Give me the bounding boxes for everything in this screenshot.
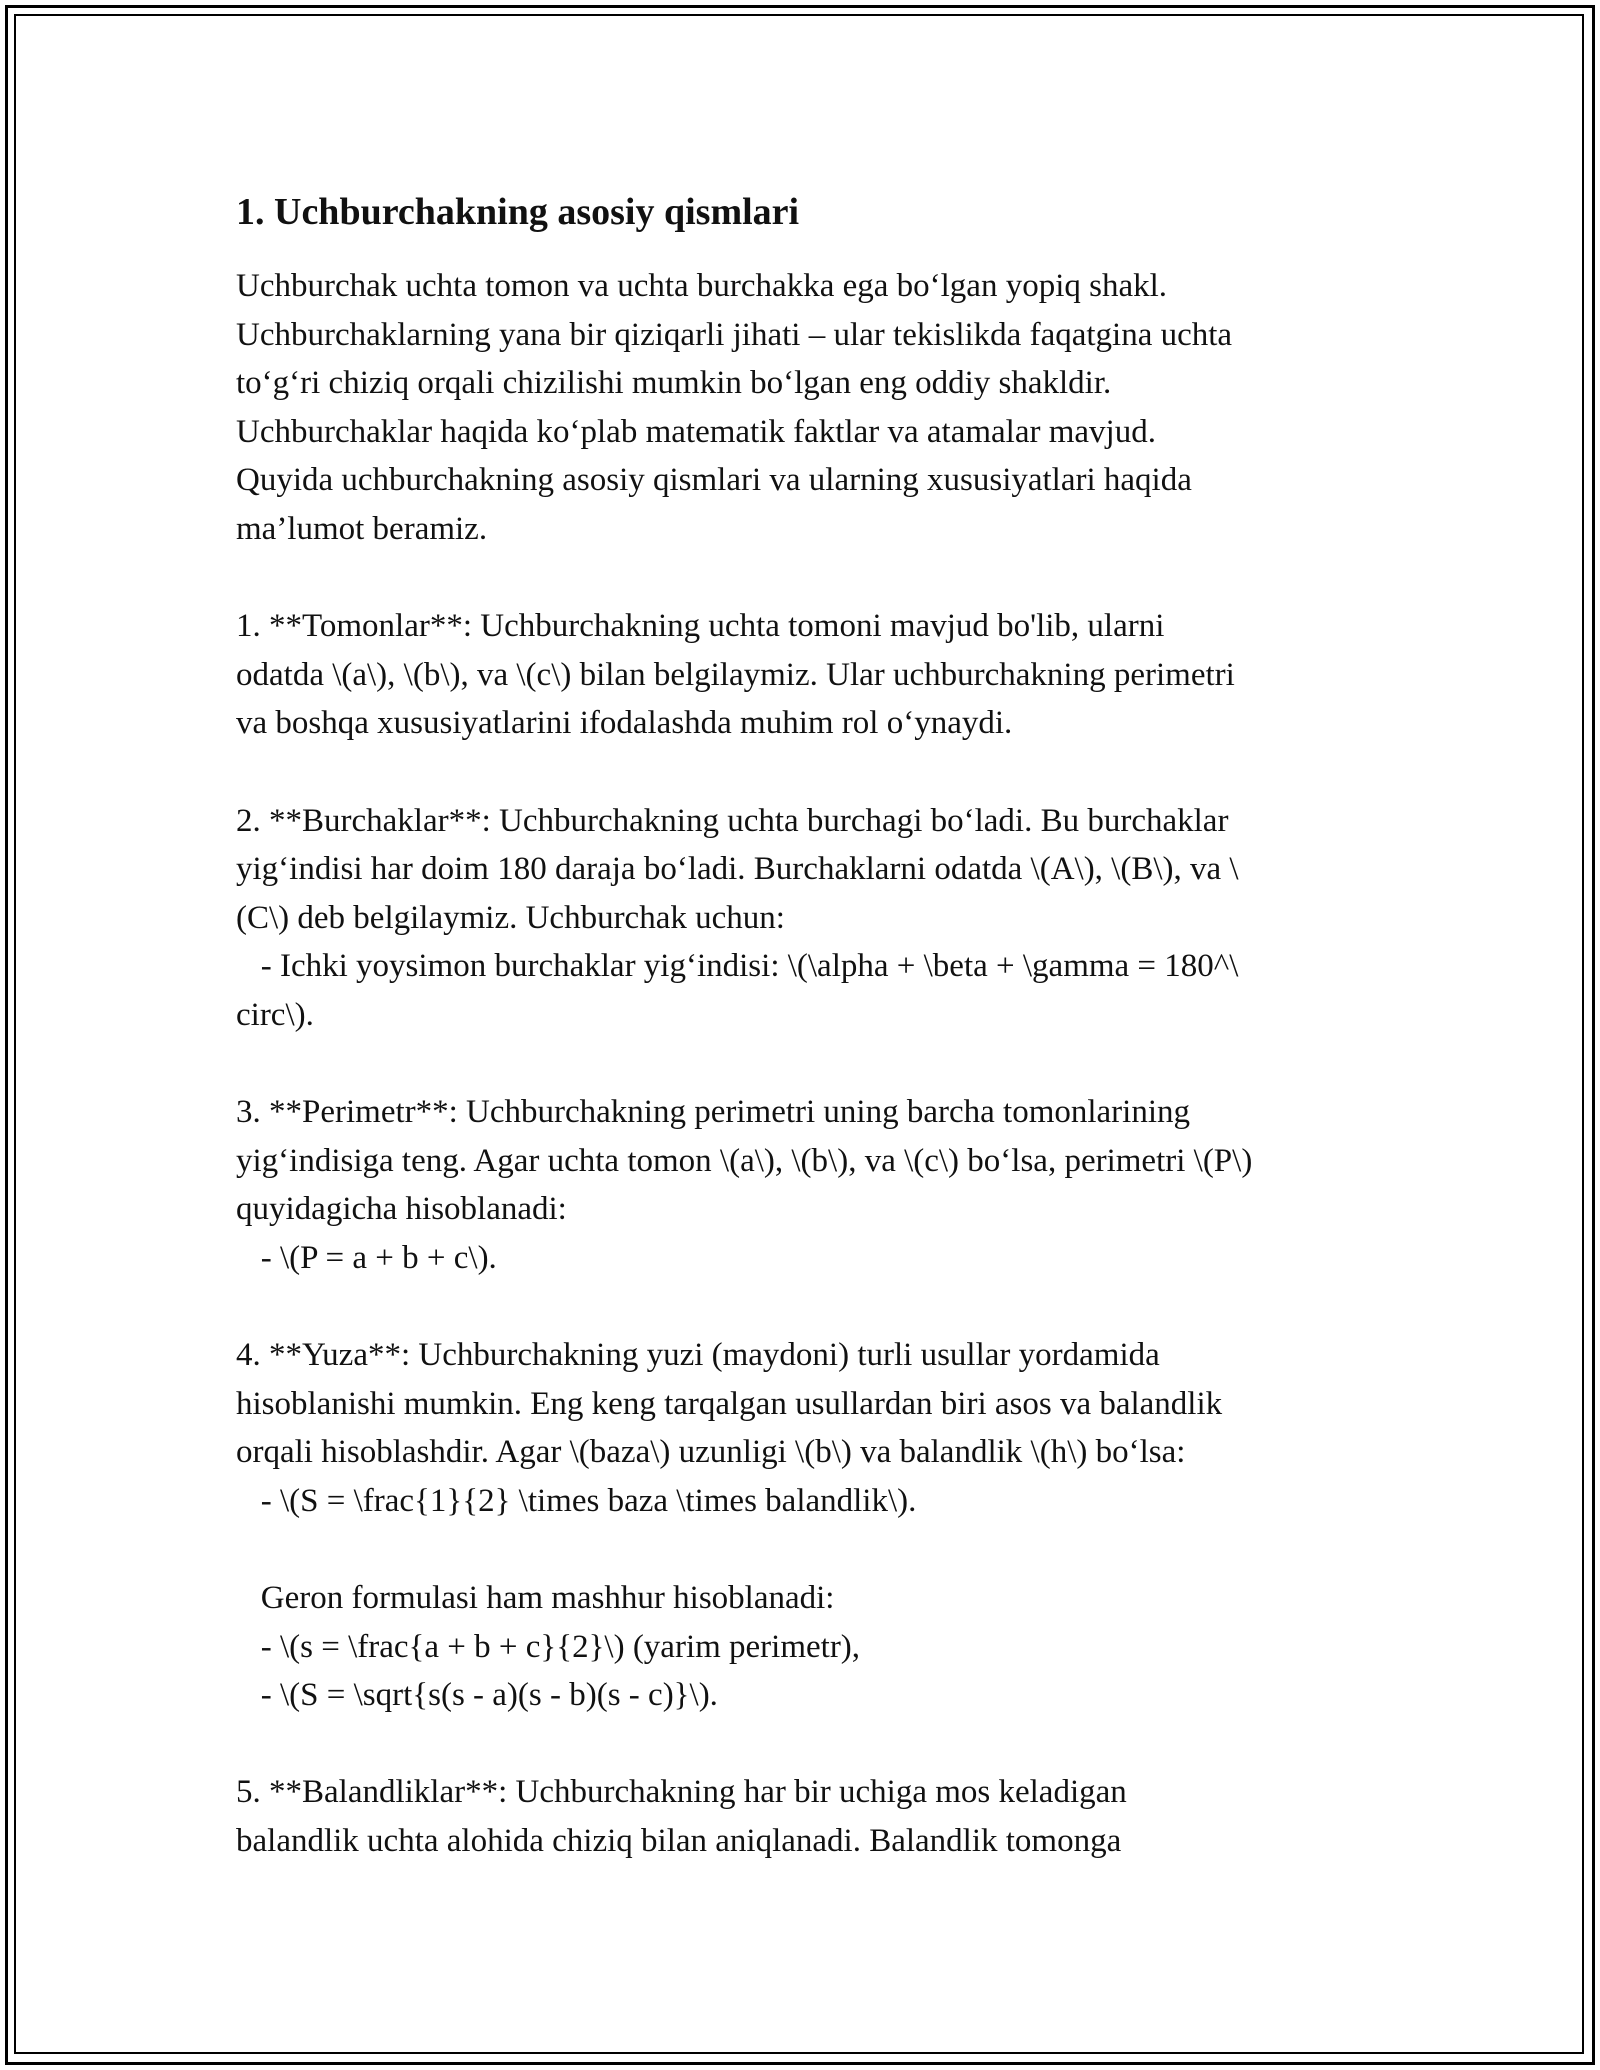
list-item-perimetr [236, 1088, 1396, 1282]
text-line: quyidagicha hisoblanadi: [236, 1191, 567, 1228]
text-line: - \(S = \frac{1}{2} \times baza \times balandlik\). [236, 1482, 917, 1519]
list-item-yuza [236, 1331, 1396, 1720]
text-line: orqali hisoblashdir. Agar \(baza\) uzunligi \(b\) va balandlik \(h\) bo‘lsa: [236, 1434, 1186, 1471]
paragraph-spacer [236, 1282, 1396, 1331]
section-heading: 1. Uchburchakning asosiy qismlari [236, 191, 800, 233]
text-line: - \(s = \frac{a + b + c}{2}\) (yarim perimetr), [236, 1628, 861, 1665]
paragraph-spacer [236, 748, 1396, 797]
paragraph-spacer [236, 1525, 1396, 1574]
text-line: Geron formulasi ham mashhur hisoblanadi: [236, 1580, 835, 1617]
text-line: - \(S = \sqrt{s(s - a)(s - b)(s - c)}\). [236, 1677, 718, 1714]
text-line: yig‘indisi har doim 180 daraja bo‘ladi. Burchaklarni odatda \(A\), \(B\), va \ [236, 851, 1239, 888]
text-line: Uchburchaklar haqida ko‘plab matematik faktlar va atamalar mavjud. [236, 413, 1156, 450]
text-line: Quyida uchburchakning asosiy qismlari va ularning xususiyatlari haqida [236, 462, 1192, 499]
text-line: yig‘indisiga teng. Agar uchta tomon \(a\), \(b\), va \(c\) bo‘lsa, perimetri \(P\) [236, 1142, 1253, 1179]
document-body [236, 188, 1396, 1866]
text-line: hisoblanishi mumkin. Eng keng tarqalgan usullardan biri asos va balandlik [236, 1385, 1223, 1422]
text-line: odatda \(a\), \(b\), va \(c\) bilan belgilaymiz. Ular uchburchakning perimetri [236, 656, 1235, 693]
list-item-tomonlar [236, 602, 1396, 748]
paragraph-spacer [236, 1720, 1396, 1769]
text-line: circ\). [236, 996, 314, 1033]
text-line: - Ichki yoysimon burchaklar yig‘indisi: \(\alpha + \beta + \gamma = 180^\ [236, 948, 1239, 985]
text-line: va boshqa xususiyatlarini ifodalashda muhim rol o‘ynaydi. [236, 705, 1013, 742]
text-line: to‘g‘ri chiziq orqali chizilishi mumkin bo‘lgan eng oddiy shakldir. [236, 365, 1112, 402]
list-item-balandliklar [236, 1768, 1396, 1865]
paragraph-spacer [236, 554, 1396, 603]
text-line: Uchburchak uchta tomon va uchta burchakka ega bo‘lgan yopiq shakl. [236, 268, 1168, 304]
text-line: (C\) deb belgilaymiz. Uchburchak uchun: [236, 899, 785, 936]
text-line: 2. **Burchaklar**: Uchburchakning uchta burchagi bo‘ladi. Bu burchaklar [236, 802, 1229, 839]
paragraph-spacer [236, 1040, 1396, 1089]
list-item-burchaklar [236, 797, 1396, 1040]
text-line: 4. **Yuza**: Uchburchakning yuzi (maydoni) turli usullar yordamida [236, 1337, 1160, 1374]
text-line: balandlik uchta alohida chiziq bilan aniqlanadi. Balandlik tomonga [236, 1823, 1122, 1859]
intro-paragraph [236, 262, 1396, 554]
text-line: - \(P = a + b + c\). [236, 1239, 497, 1276]
text-line: ma’lumot beramiz. [236, 510, 488, 547]
text-line: 5. **Balandliklar**: Uchburchakning har bir uchiga mos keladigan [236, 1774, 1127, 1811]
text-line: 3. **Perimetr**: Uchburchakning perimetri uning barcha tomonlarining [236, 1094, 1191, 1131]
text-line: Uchburchaklarning yana bir qiziqarli jihati – ular tekislikda faqatgina uchta [236, 316, 1233, 353]
text-line: 1. **Tomonlar**: Uchburchakning uchta tomoni mavjud bo'lib, ularni [236, 608, 1165, 645]
